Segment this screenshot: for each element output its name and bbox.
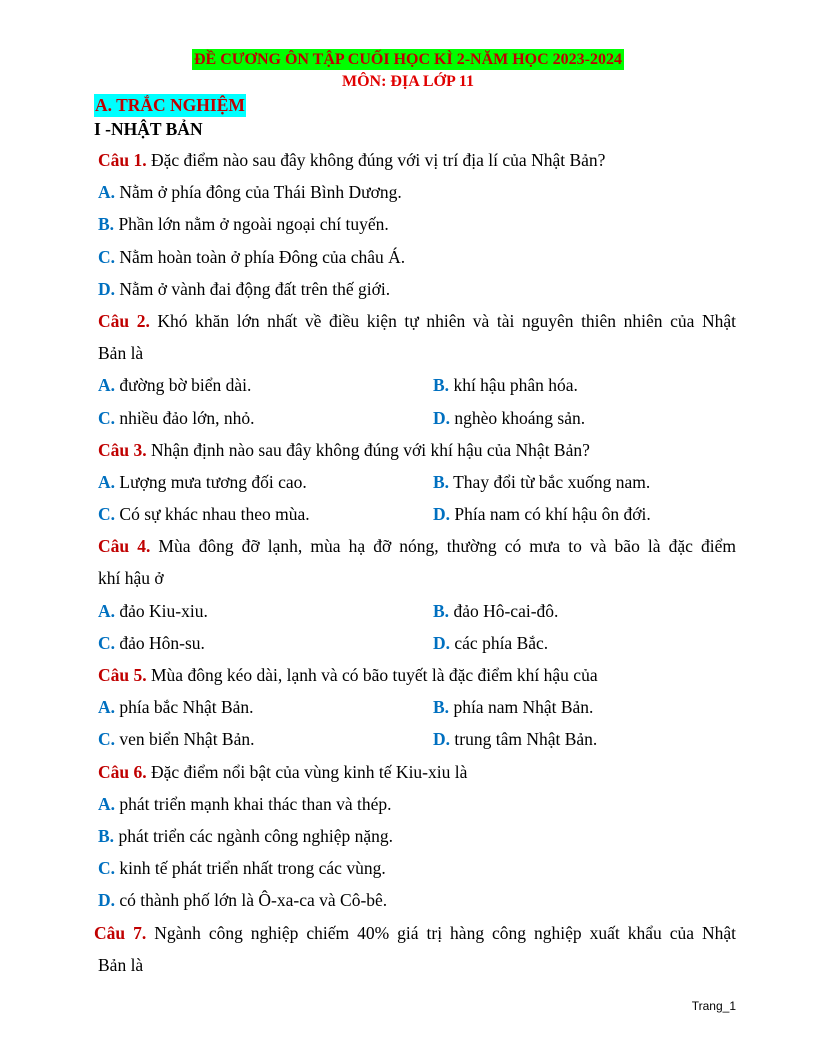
option-text: nhiều đảo lớn, nhỏ. xyxy=(115,407,255,428)
option-text: ven biển Nhật Bản. xyxy=(115,729,255,750)
option-text: phía nam Nhật Bản. xyxy=(449,697,594,718)
option-row xyxy=(98,627,736,659)
option-key: B. xyxy=(433,697,450,718)
option-cell xyxy=(98,369,433,401)
option-cell xyxy=(98,595,433,627)
option-text: Nằm ở vành đai động đất trên thế giới. xyxy=(115,278,391,299)
option-key: D. xyxy=(98,890,116,911)
option-key: B. xyxy=(433,471,450,492)
option-text: Nằm ở phía đông của Thái Bình Dương. xyxy=(115,182,402,203)
option-text: phát triển mạnh khai thác than và thép. xyxy=(115,793,392,814)
option-key: B. xyxy=(433,600,450,621)
question-label: Câu 2. xyxy=(98,310,150,331)
option-row xyxy=(98,884,736,916)
option-row xyxy=(98,788,736,820)
option-key: B. xyxy=(433,375,450,396)
question-text-continuation: Bản là xyxy=(98,343,144,364)
option-text: Thay đổi từ bắc xuống nam. xyxy=(449,471,651,492)
option-key: D. xyxy=(433,729,451,750)
option-text: đường bờ biển dài. xyxy=(115,375,252,396)
option-text: nghèo khoáng sản. xyxy=(450,407,586,428)
option-text: các phía Bắc. xyxy=(450,632,549,653)
option-text: khí hậu phân hóa. xyxy=(449,375,578,396)
question-list xyxy=(94,144,736,981)
question-text-continuation: Bản là xyxy=(98,954,144,975)
option-row xyxy=(98,595,736,627)
question-label: Câu 7. xyxy=(94,922,147,943)
option-key: D. xyxy=(433,504,451,525)
option-text: Nằm hoàn toàn ở phía Đông của châu Á. xyxy=(115,246,406,267)
option-key: C. xyxy=(98,632,116,653)
option-key: A. xyxy=(98,600,116,621)
option-key: A. xyxy=(98,182,116,203)
question-text-continuation: khí hậu ở xyxy=(98,568,164,589)
page-number: Trang_1 xyxy=(691,999,736,1013)
option-cell xyxy=(98,402,433,434)
document-title: ĐỀ CƯƠNG ÔN TẬP CUỐI HỌC KÌ 2-NĂM HỌC 2023-2024 xyxy=(194,51,622,68)
question-label: Câu 6. xyxy=(98,761,147,782)
option-cell xyxy=(433,595,558,627)
subsection-heading: I -NHẬT BẢN xyxy=(94,119,203,139)
option-row xyxy=(98,852,736,884)
question-label: Câu 4. xyxy=(98,536,151,557)
option-cell xyxy=(98,498,433,530)
option-key: B. xyxy=(98,825,115,846)
option-row xyxy=(98,208,736,240)
option-cell xyxy=(98,723,433,755)
option-cell xyxy=(433,498,651,530)
question-5 xyxy=(98,659,736,691)
option-cell xyxy=(433,691,593,723)
option-cell xyxy=(433,369,578,401)
question-text: Ngành công nghiệp chiếm 40% giá trị hàng công nghiệp xuất khẩu của Nhật xyxy=(146,922,736,943)
question-3 xyxy=(98,434,736,466)
option-text: Phía nam có khí hậu ôn đới. xyxy=(450,504,651,525)
option-text: phía bắc Nhật Bản. xyxy=(115,697,254,718)
option-text: đảo Hô-cai-đô. xyxy=(449,600,559,621)
option-key: C. xyxy=(98,858,116,879)
option-key: A. xyxy=(98,375,116,396)
option-key: C. xyxy=(98,246,116,267)
question-1 xyxy=(98,144,736,176)
option-row xyxy=(98,241,736,273)
option-row xyxy=(98,176,736,208)
option-key: B. xyxy=(98,214,115,235)
option-row xyxy=(98,466,736,498)
option-key: C. xyxy=(98,407,116,428)
option-key: C. xyxy=(98,729,116,750)
option-key: C. xyxy=(98,504,116,525)
option-cell xyxy=(98,691,433,723)
question-4 xyxy=(98,530,736,562)
question-text: Mùa đông kéo dài, lạnh và có bão tuyết là đặc điểm khí hậu của xyxy=(146,665,598,685)
option-cell xyxy=(433,627,548,659)
option-text: đảo Kiu-xiu. xyxy=(115,600,208,621)
option-text: Lượng mưa tương đối cao. xyxy=(115,471,307,492)
question-text: Đặc điểm nổi bật của vùng kinh tế Kiu-xiu là xyxy=(146,761,468,782)
option-row xyxy=(98,402,736,434)
option-row xyxy=(98,691,736,723)
question-7 xyxy=(94,917,736,949)
option-text: có thành phố lớn là Ô-xa-ca và Cô-bê. xyxy=(115,890,388,911)
question-2 xyxy=(98,305,736,337)
question-label: Câu 1. xyxy=(98,150,147,170)
option-cell xyxy=(98,466,433,498)
option-cell xyxy=(433,466,650,498)
option-cell xyxy=(433,723,597,755)
option-text: trung tâm Nhật Bản. xyxy=(450,729,598,750)
option-row xyxy=(98,723,736,755)
question-label: Câu 3. xyxy=(98,439,147,460)
option-key: A. xyxy=(98,471,116,492)
section-heading: A. TRẮC NGHIỆM xyxy=(95,95,245,115)
option-cell xyxy=(98,627,433,659)
option-key: A. xyxy=(98,793,116,814)
option-text: đảo Hôn-su. xyxy=(115,632,205,653)
option-row xyxy=(98,820,736,852)
subtitle-container xyxy=(0,71,816,93)
title-container xyxy=(0,49,816,70)
question-text: Khó khăn lớn nhất về điều kiện tự nhiên và tài nguyên thiên nhiên của Nhật xyxy=(149,310,736,331)
document-subtitle: MÔN: ĐỊA LỚP 11 xyxy=(341,73,474,90)
option-key: A. xyxy=(98,697,116,718)
option-text: kinh tế phát triển nhất trong các vùng. xyxy=(115,858,386,879)
option-key: D. xyxy=(98,278,116,299)
option-cell xyxy=(433,402,585,434)
option-row xyxy=(98,498,736,530)
option-text: Có sự khác nhau theo mùa. xyxy=(115,504,310,525)
question-text: Đặc điểm nào sau đây không đúng với vị trí địa lí của Nhật Bản? xyxy=(146,150,606,170)
option-key: D. xyxy=(433,632,451,653)
question-text: Mùa đông đỡ lạnh, mùa hạ đỡ nóng, thường có mưa to và bão là đặc điểm xyxy=(150,536,736,557)
option-key: D. xyxy=(433,407,451,428)
option-text: Phần lớn nằm ở ngoài ngoại chí tuyến. xyxy=(114,214,389,235)
option-row xyxy=(98,273,736,305)
question-text: Nhận định nào sau đây không đúng với khí hậu của Nhật Bản? xyxy=(146,439,590,460)
option-row xyxy=(98,369,736,401)
question-label: Câu 5. xyxy=(98,665,147,685)
option-text: phát triển các ngành công nghiệp nặng. xyxy=(114,825,393,846)
question-6 xyxy=(98,756,736,788)
